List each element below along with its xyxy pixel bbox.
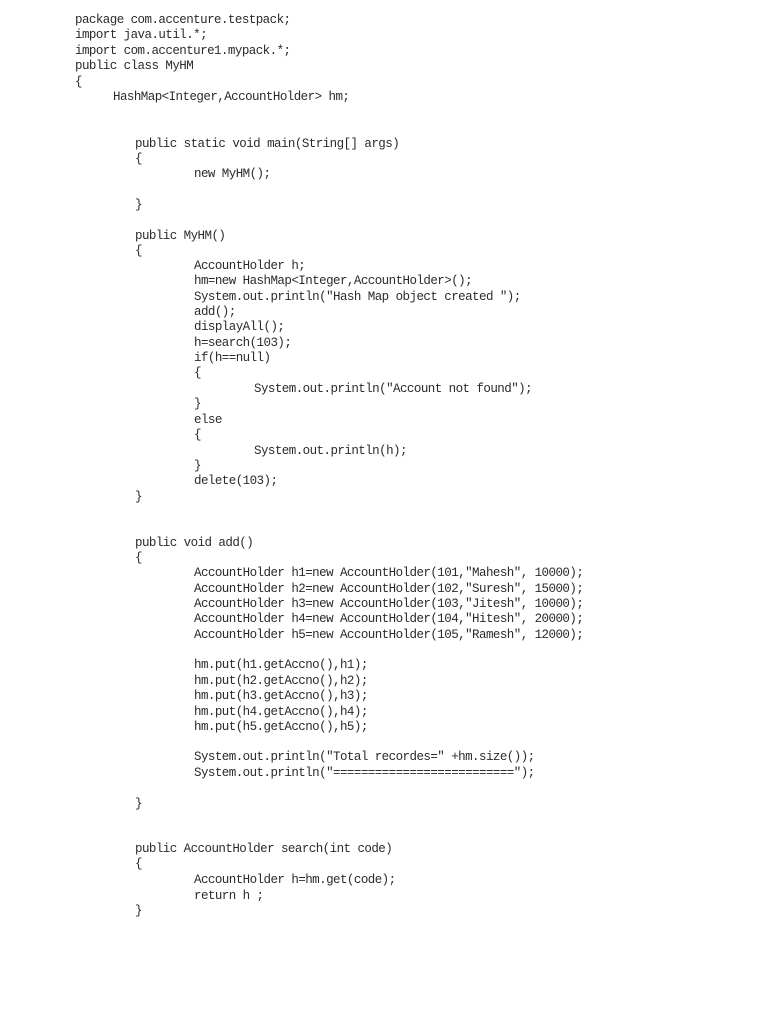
code-line: AccountHolder h5=new AccountHolder(105,"Ramesh", 12000); [194, 628, 584, 642]
code-line: } [135, 904, 142, 918]
code-line: AccountHolder h4=new AccountHolder(104,"Hitesh", 20000); [194, 612, 584, 626]
code-line: hm.put(h4.getAccno(),h4); [194, 705, 368, 719]
code-line: HashMap<Integer,AccountHolder> hm; [113, 90, 350, 104]
code-line: return h ; [194, 889, 264, 903]
code-line: { [194, 428, 201, 442]
code-line: AccountHolder h1=new AccountHolder(101,"Mahesh", 10000); [194, 566, 584, 580]
code-line: { [194, 366, 201, 380]
code-line: } [135, 198, 142, 212]
code-line: hm.put(h2.getAccno(),h2); [194, 674, 368, 688]
code-line: hm.put(h3.getAccno(),h3); [194, 689, 368, 703]
code-line: import com.accenture1.mypack.*; [75, 44, 291, 58]
code-line: public class MyHM [75, 59, 194, 73]
code-line: import java.util.*; [75, 28, 208, 42]
code-line: System.out.println("Account not found"); [254, 382, 533, 396]
code-line: { [135, 152, 142, 166]
code-line: AccountHolder h=hm.get(code); [194, 873, 396, 887]
code-line: { [135, 551, 142, 565]
code-line: delete(103); [194, 474, 278, 488]
code-line: public MyHM() [135, 229, 226, 243]
code-line: } [135, 797, 142, 811]
code-line: AccountHolder h; [194, 259, 306, 273]
code-line: { [135, 244, 142, 258]
code-line: } [194, 397, 201, 411]
code-line: new MyHM(); [194, 167, 271, 181]
code-line: System.out.println(h); [254, 444, 407, 458]
code-line: System.out.println("Total recordes=" +hm.size()); [194, 750, 535, 764]
code-line: System.out.println("=========================="); [194, 766, 535, 780]
code-line: hm.put(h1.getAccno(),h1); [194, 658, 368, 672]
code-line: h=search(103); [194, 336, 292, 350]
code-line: { [75, 75, 82, 89]
code-line: AccountHolder h3=new AccountHolder(103,"Jitesh", 10000); [194, 597, 584, 611]
code-line: add(); [194, 305, 236, 319]
code-line: } [135, 490, 142, 504]
code-line: package com.accenture.testpack; [75, 13, 291, 27]
code-line: AccountHolder h2=new AccountHolder(102,"Suresh", 15000); [194, 582, 584, 596]
code-line: public AccountHolder search(int code) [135, 842, 393, 856]
code-line: } [194, 459, 201, 473]
code-line: System.out.println("Hash Map object created "); [194, 290, 521, 304]
code-line: { [135, 857, 142, 871]
code-line: hm=new HashMap<Integer,AccountHolder>(); [194, 274, 473, 288]
code-line: public static void main(String[] args) [135, 137, 400, 151]
code-line: hm.put(h5.getAccno(),h5); [194, 720, 368, 734]
code-line: public void add() [135, 536, 254, 550]
code-line: if(h==null) [194, 351, 271, 365]
code-line: displayAll(); [194, 320, 285, 334]
code-line: else [194, 413, 222, 427]
